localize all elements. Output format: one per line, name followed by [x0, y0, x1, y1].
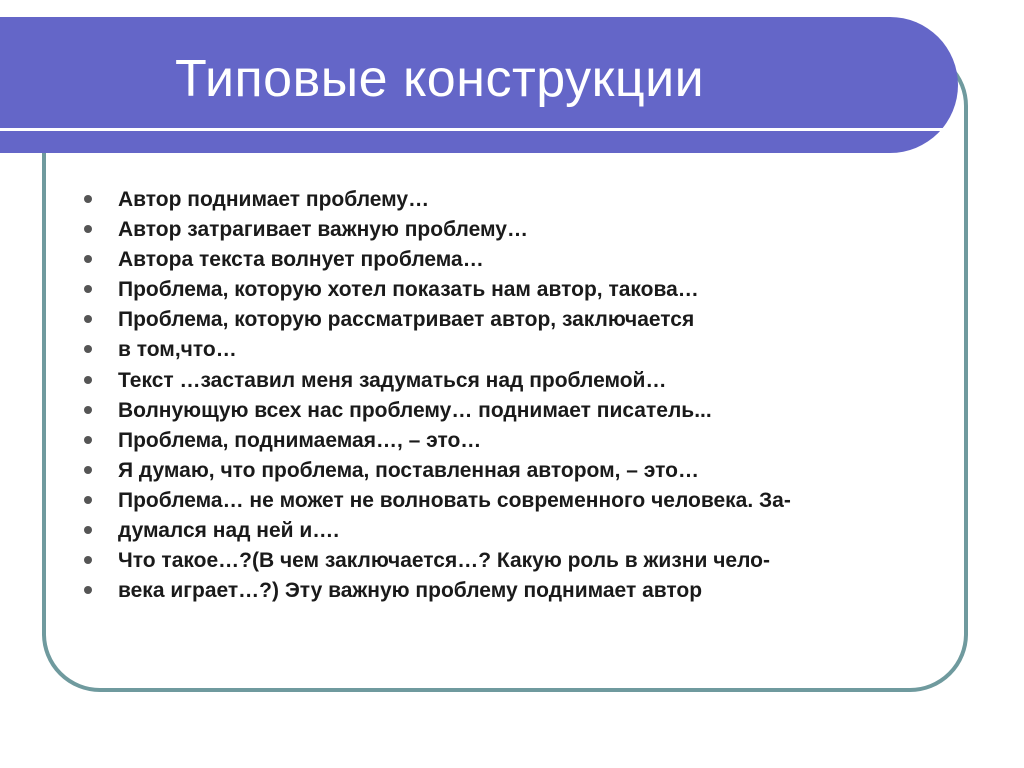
bullet-text: Проблема, которую рассматривает автор, заключается	[118, 308, 695, 332]
bullet-item	[84, 335, 944, 365]
bullet-text: Автор затрагивает важную проблему…	[118, 218, 528, 242]
bullet-dot-icon	[84, 285, 92, 293]
bullet-dot-icon	[84, 436, 92, 444]
bullet-item	[84, 516, 944, 546]
bullet-item	[84, 305, 944, 335]
bullet-list	[84, 185, 944, 606]
bullet-text: Автора текста волнует проблема…	[118, 248, 484, 272]
bullet-dot-icon	[84, 556, 92, 564]
bullet-text: Текст …заставил меня задуматься над проблемой…	[118, 368, 667, 392]
banner-band	[0, 131, 958, 153]
bullet-item	[84, 456, 944, 486]
bullet-text: века играет…?) Эту важную проблему поднимает автор	[118, 579, 703, 603]
bullet-item	[84, 426, 944, 456]
bullet-item	[84, 275, 944, 305]
bullet-dot-icon	[84, 225, 92, 233]
bullet-text: Я думаю, что проблема, поставленная автором, – это…	[118, 458, 699, 482]
slide-title: Типовые конструкции	[175, 50, 705, 108]
bullet-text: Что такое…?(В чем заключается…? Какую роль в жизни чело-	[118, 549, 770, 573]
bullet-item	[84, 396, 944, 426]
bullet-text: Проблема… не может не волновать современного человека. За-	[118, 488, 791, 512]
bullet-item	[84, 486, 944, 516]
bullet-dot-icon	[84, 526, 92, 534]
bullet-text: Проблема, поднимаемая…, – это…	[118, 428, 482, 452]
bullet-item	[84, 576, 944, 606]
bullet-item	[84, 546, 944, 576]
bullet-item	[84, 245, 944, 275]
bullet-item	[84, 185, 944, 215]
bullet-text: Проблема, которую хотел показать нам автор, такова…	[118, 278, 699, 302]
bullet-text: Автор поднимает проблему…	[118, 188, 430, 211]
bullet-item	[84, 215, 944, 245]
bullet-dot-icon	[84, 466, 92, 474]
bullet-dot-icon	[84, 406, 92, 414]
bullet-dot-icon	[84, 315, 92, 323]
bullet-item	[84, 366, 944, 396]
bullet-dot-icon	[84, 586, 92, 594]
bullet-dot-icon	[84, 195, 92, 203]
bullet-dot-icon	[84, 376, 92, 384]
bullet-text: Волнующую всех нас проблему… поднимает писатель...	[118, 398, 712, 422]
bullet-dot-icon	[84, 496, 92, 504]
bullet-dot-icon	[84, 255, 92, 263]
bullet-dot-icon	[84, 345, 92, 353]
bullet-text: думался над ней и….	[118, 519, 340, 543]
bullet-text: в том,что…	[118, 338, 237, 362]
